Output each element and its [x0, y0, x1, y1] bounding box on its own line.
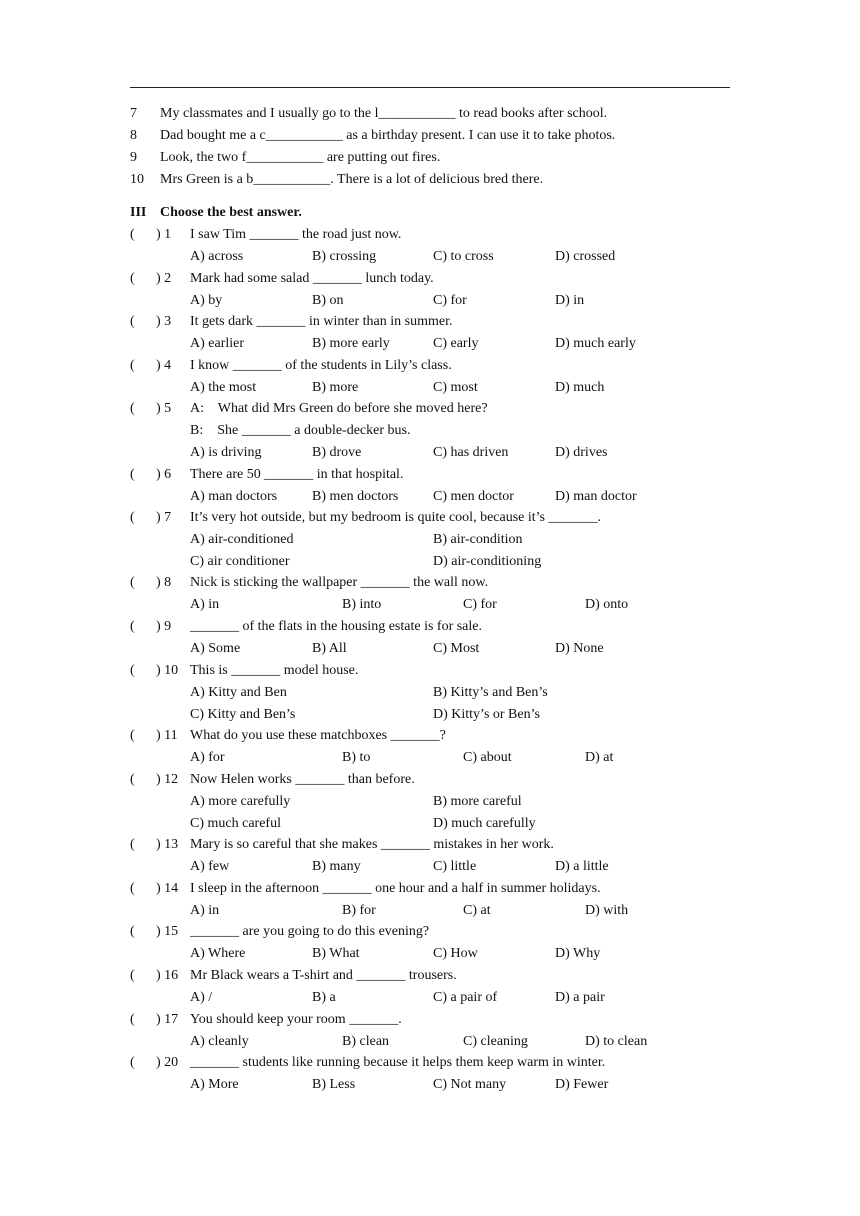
- answer-option: D) drives: [555, 445, 608, 460]
- answer-option: D) a little: [555, 859, 609, 874]
- answer-option: D) in: [555, 293, 585, 308]
- question-text: Nick is sticking the wallpaper _______ the wall now.: [190, 575, 489, 590]
- question-number: ) 12: [156, 772, 179, 787]
- answer-option: B) many: [312, 859, 361, 874]
- answer-bracket: (: [130, 467, 135, 482]
- answer-bracket: (: [130, 575, 135, 590]
- question-text: I sleep in the afternoon _______ one hour and a half in summer holidays.: [190, 881, 601, 896]
- answer-option: D) with: [585, 903, 629, 918]
- answer-bracket: (: [130, 881, 135, 896]
- question-text: It’s very hot outside, but my bedroom is quite cool, because it’s _______.: [190, 510, 601, 525]
- answer-option: A) the most: [190, 380, 257, 395]
- answer-option: D) air-conditioning: [433, 554, 542, 569]
- question-text: _______ of the flats in the housing estate is for sale.: [190, 619, 482, 634]
- answer-option: A) earlier: [190, 336, 245, 351]
- answer-bracket: (: [130, 314, 135, 329]
- answer-option: D) much carefully: [433, 816, 536, 831]
- fill-in-text: Mrs Green is a b___________. There is a lot of delicious bred there.: [160, 172, 544, 187]
- answer-bracket: (: [130, 227, 135, 242]
- question-number: ) 10: [156, 663, 179, 678]
- answer-option: B) What: [312, 946, 360, 961]
- answer-bracket: (: [130, 663, 135, 678]
- question-text: Mark had some salad _______ lunch today.: [190, 271, 434, 286]
- answer-bracket: (: [130, 924, 135, 939]
- answer-option: A) /: [190, 990, 213, 1005]
- answer-option: A) across: [190, 249, 244, 264]
- question-text: Now Helen works _______ than before.: [190, 772, 415, 787]
- question-number: ) 5: [156, 401, 172, 416]
- fill-in-number: 8: [130, 128, 137, 143]
- answer-bracket: (: [130, 1055, 135, 1070]
- answer-option: A) for: [190, 750, 225, 765]
- answer-option: B) more careful: [433, 794, 522, 809]
- answer-option: A) Kitty and Ben: [190, 685, 287, 700]
- answer-option: A) air-conditioned: [190, 532, 294, 547]
- answer-option: C) at: [463, 903, 491, 918]
- question-text: This is _______ model house.: [190, 663, 359, 678]
- answer-option: A) is driving: [190, 445, 262, 460]
- top-rule: [130, 87, 730, 88]
- answer-option: A) Some: [190, 641, 241, 656]
- question-text: _______ students like running because it helps them keep warm in winter.: [190, 1055, 606, 1070]
- answer-option: C) Most: [433, 641, 480, 656]
- answer-option: A) in: [190, 597, 220, 612]
- question-number: ) 1: [156, 227, 172, 242]
- answer-option: C) Not many: [433, 1077, 507, 1092]
- question-number: ) 17: [156, 1012, 179, 1027]
- answer-option: B) air-condition: [433, 532, 523, 547]
- answer-option: D) crossed: [555, 249, 616, 264]
- fill-in-text: Look, the two f___________ are putting out fires.: [160, 150, 441, 165]
- question-number: ) 2: [156, 271, 172, 286]
- fill-in-text: Dad bought me a c___________ as a birthday present. I can use it to take photos.: [160, 128, 616, 143]
- answer-option: B) on: [312, 293, 344, 308]
- answer-option: B) crossing: [312, 249, 377, 264]
- answer-bracket: (: [130, 968, 135, 983]
- answer-bracket: (: [130, 728, 135, 743]
- answer-option: A) Where: [190, 946, 246, 961]
- answer-option: A) more carefully: [190, 794, 291, 809]
- question-number: ) 14: [156, 881, 179, 896]
- answer-option: D) onto: [585, 597, 629, 612]
- fill-in-number: 9: [130, 150, 137, 165]
- question-text: I know _______ of the students in Lily’s class.: [190, 358, 452, 373]
- question-text: I saw Tim _______ the road just now.: [190, 227, 402, 242]
- fill-in-number: 10: [130, 172, 144, 187]
- answer-bracket: (: [130, 401, 135, 416]
- answer-option: B) to: [342, 750, 371, 765]
- answer-bracket: (: [130, 837, 135, 852]
- answer-option: B) a: [312, 990, 336, 1005]
- answer-option: C) has driven: [433, 445, 509, 460]
- answer-option: C) cleaning: [463, 1034, 528, 1049]
- answer-option: C) much careful: [190, 816, 281, 831]
- answer-option: D) a pair: [555, 990, 605, 1005]
- answer-option: C) for: [463, 597, 497, 612]
- answer-bracket: (: [130, 358, 135, 373]
- question-text: _______ are you going to do this evening?: [190, 924, 430, 939]
- section-title: Choose the best answer.: [160, 205, 302, 220]
- question-number: ) 6: [156, 467, 172, 482]
- answer-bracket: (: [130, 619, 135, 634]
- question-number: ) 13: [156, 837, 179, 852]
- answer-option: D) much: [555, 380, 605, 395]
- answer-option: D) to clean: [585, 1034, 648, 1049]
- answer-option: C) most: [433, 380, 478, 395]
- answer-option: B) All: [312, 641, 347, 656]
- answer-option: C) men doctor: [433, 489, 514, 504]
- question-number: ) 11: [156, 728, 178, 743]
- question-text: What do you use these matchboxes _______?: [190, 728, 446, 743]
- answer-option: A) cleanly: [190, 1034, 249, 1049]
- answer-option: B) for: [342, 903, 376, 918]
- question-number: ) 9: [156, 619, 172, 634]
- answer-option: A) few: [190, 859, 230, 874]
- answer-option: A) man doctors: [190, 489, 278, 504]
- answer-option: C) a pair of: [433, 990, 498, 1005]
- answer-option: B) clean: [342, 1034, 390, 1049]
- answer-option: D) at: [585, 750, 614, 765]
- answer-bracket: (: [130, 772, 135, 787]
- question-number: ) 3: [156, 314, 172, 329]
- answer-option: C) early: [433, 336, 479, 351]
- answer-option: B) men doctors: [312, 489, 399, 504]
- answer-option: C) How: [433, 946, 478, 961]
- answer-option: D) Fewer: [555, 1077, 609, 1092]
- question-text: It gets dark _______ in winter than in summer.: [190, 314, 453, 329]
- answer-option: C) about: [463, 750, 512, 765]
- answer-option: B) Kitty’s and Ben’s: [433, 685, 548, 700]
- answer-option: D) Kitty’s or Ben’s: [433, 707, 540, 722]
- answer-option: D) None: [555, 641, 604, 656]
- answer-option: C) Kitty and Ben’s: [190, 707, 296, 722]
- section-number: III: [130, 205, 147, 220]
- question-number: ) 16: [156, 968, 179, 983]
- fill-in-text: My classmates and I usually go to the l___________ to read books after school.: [160, 106, 608, 121]
- answer-option: B) Less: [312, 1077, 356, 1092]
- answer-option: B) into: [342, 597, 382, 612]
- answer-option: B) more: [312, 380, 359, 395]
- question-number: ) 20: [156, 1055, 179, 1070]
- answer-option: D) Why: [555, 946, 601, 961]
- answer-bracket: (: [130, 510, 135, 525]
- question-text: B: She _______ a double-decker bus.: [190, 423, 411, 438]
- answer-bracket: (: [130, 1012, 135, 1027]
- answer-option: B) more early: [312, 336, 390, 351]
- answer-option: D) much early: [555, 336, 636, 351]
- answer-option: C) to cross: [433, 249, 494, 264]
- answer-option: C) for: [433, 293, 467, 308]
- answer-bracket: (: [130, 271, 135, 286]
- question-text: Mr Black wears a T-shirt and _______ trousers.: [190, 968, 457, 983]
- question-number: ) 7: [156, 510, 172, 525]
- fill-in-number: 7: [130, 106, 137, 121]
- question-number: ) 4: [156, 358, 172, 373]
- question-text: Mary is so careful that she makes _______ mistakes in her work.: [190, 837, 554, 852]
- question-text: You should keep your room _______.: [190, 1012, 402, 1027]
- answer-option: B) drove: [312, 445, 362, 460]
- question-number: ) 8: [156, 575, 172, 590]
- question-text: There are 50 _______ in that hospital.: [190, 467, 404, 482]
- answer-option: A) in: [190, 903, 220, 918]
- question-number: ) 15: [156, 924, 179, 939]
- question-text: A: What did Mrs Green do before she moved here?: [190, 401, 488, 416]
- answer-option: A) More: [190, 1077, 239, 1092]
- answer-option: C) little: [433, 859, 477, 874]
- answer-option: A) by: [190, 293, 223, 308]
- answer-option: D) man doctor: [555, 489, 637, 504]
- answer-option: C) air conditioner: [190, 554, 290, 569]
